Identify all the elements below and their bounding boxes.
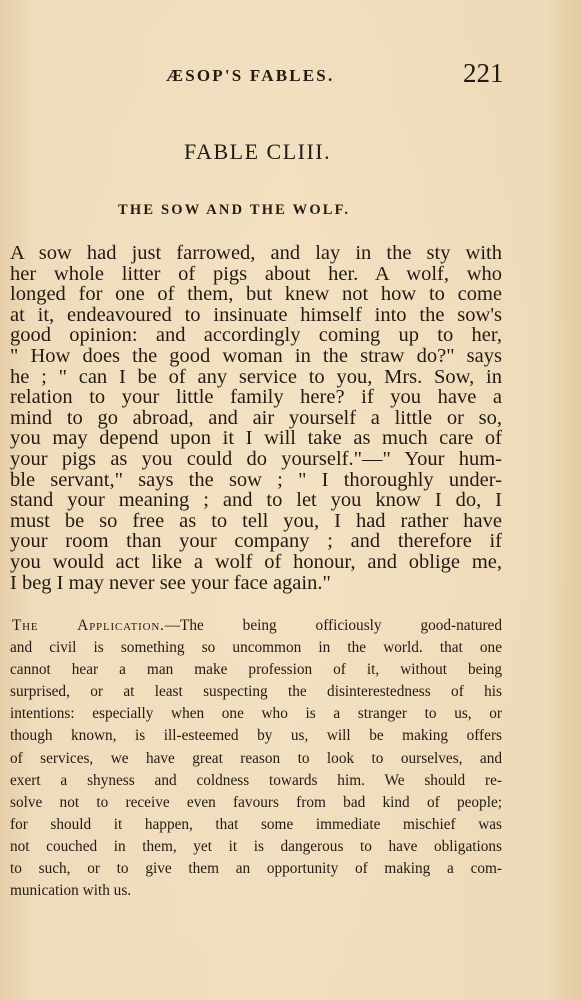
fable-line: relation to your little family here? if you have a [10,386,502,409]
fable-line: you would act like a wolf of honour, and oblige me, [10,550,502,573]
fable-line: you may depend upon it I will take as much care of [10,427,502,450]
fable-line: longed for one of them, but knew not how to come [10,283,502,306]
fable-line: good opinion: and accordingly coming up to her, [10,324,502,347]
fable-body [10,243,502,593]
fable-line: he ; " can I be of any service to you, Mrs. Sow, in [10,365,502,388]
application-line: for should it happen, that some immediate mischief was [10,815,502,833]
fable-line: " How does the good woman in the straw do?" says [10,344,502,367]
fable-line: A sow had just farrowed, and lay in the sty with [10,242,502,264]
application-section [10,615,502,902]
fable-number: FABLE CLIII. [184,139,332,164]
page-number: 221 [463,58,504,88]
application-label: The Application. [12,617,165,634]
application-line: and civil is something so uncommon in the world. that one [10,639,502,657]
application-line: to such, or to give them an opportunity of making a com- [10,860,502,878]
application-line: exert a shyness and coldness towards him. We should re- [10,771,502,789]
fable-line: her whole litter of pigs about her. A wolf, who [10,262,502,285]
application-line: munication with us. [10,882,132,900]
running-title: ÆSOP'S FABLES. [166,66,335,85]
fable-line: at it, endeavoured to insinuate himself into the sow's [10,303,502,326]
application-line: solve not to receive even favours from bad kind of people; [10,793,502,811]
fable-line: mind to go abroad, and air yourself a little or so, [10,406,502,429]
fable-line: ble servant," says the sow ; " I thoroughly under- [10,468,502,491]
application-line: of services, we have great reason to look to ourselves, and [10,749,502,767]
fable-line: stand your meaning ; and to let you know I do, I [10,489,502,512]
application-line: though known, is ill-esteemed by us, will be making offers [10,727,502,745]
application-line: cannot hear a man make profession of it, without being [10,661,502,679]
application-line: not couched in them, yet it is dangerous to have obligations [10,837,502,855]
application-first-line [10,615,502,637]
application-line: —The being officiously good-natured [164,617,502,634]
application-line: surprised, or at least suspecting the disinterestedness of his [10,683,502,701]
fable-line: your pigs as you could do yourself."—" Your hum- [10,447,502,470]
fable-line: must be so free as to tell you, I had rather have [10,509,502,532]
fable-title: THE SOW AND THE WOLF. [118,202,351,218]
application-line: intentions: especially when one who is a stranger to us, or [10,705,502,723]
fable-line: your room than your company ; and therefore if [10,530,502,553]
fable-line: I beg I may never see your face again." [10,571,331,594]
